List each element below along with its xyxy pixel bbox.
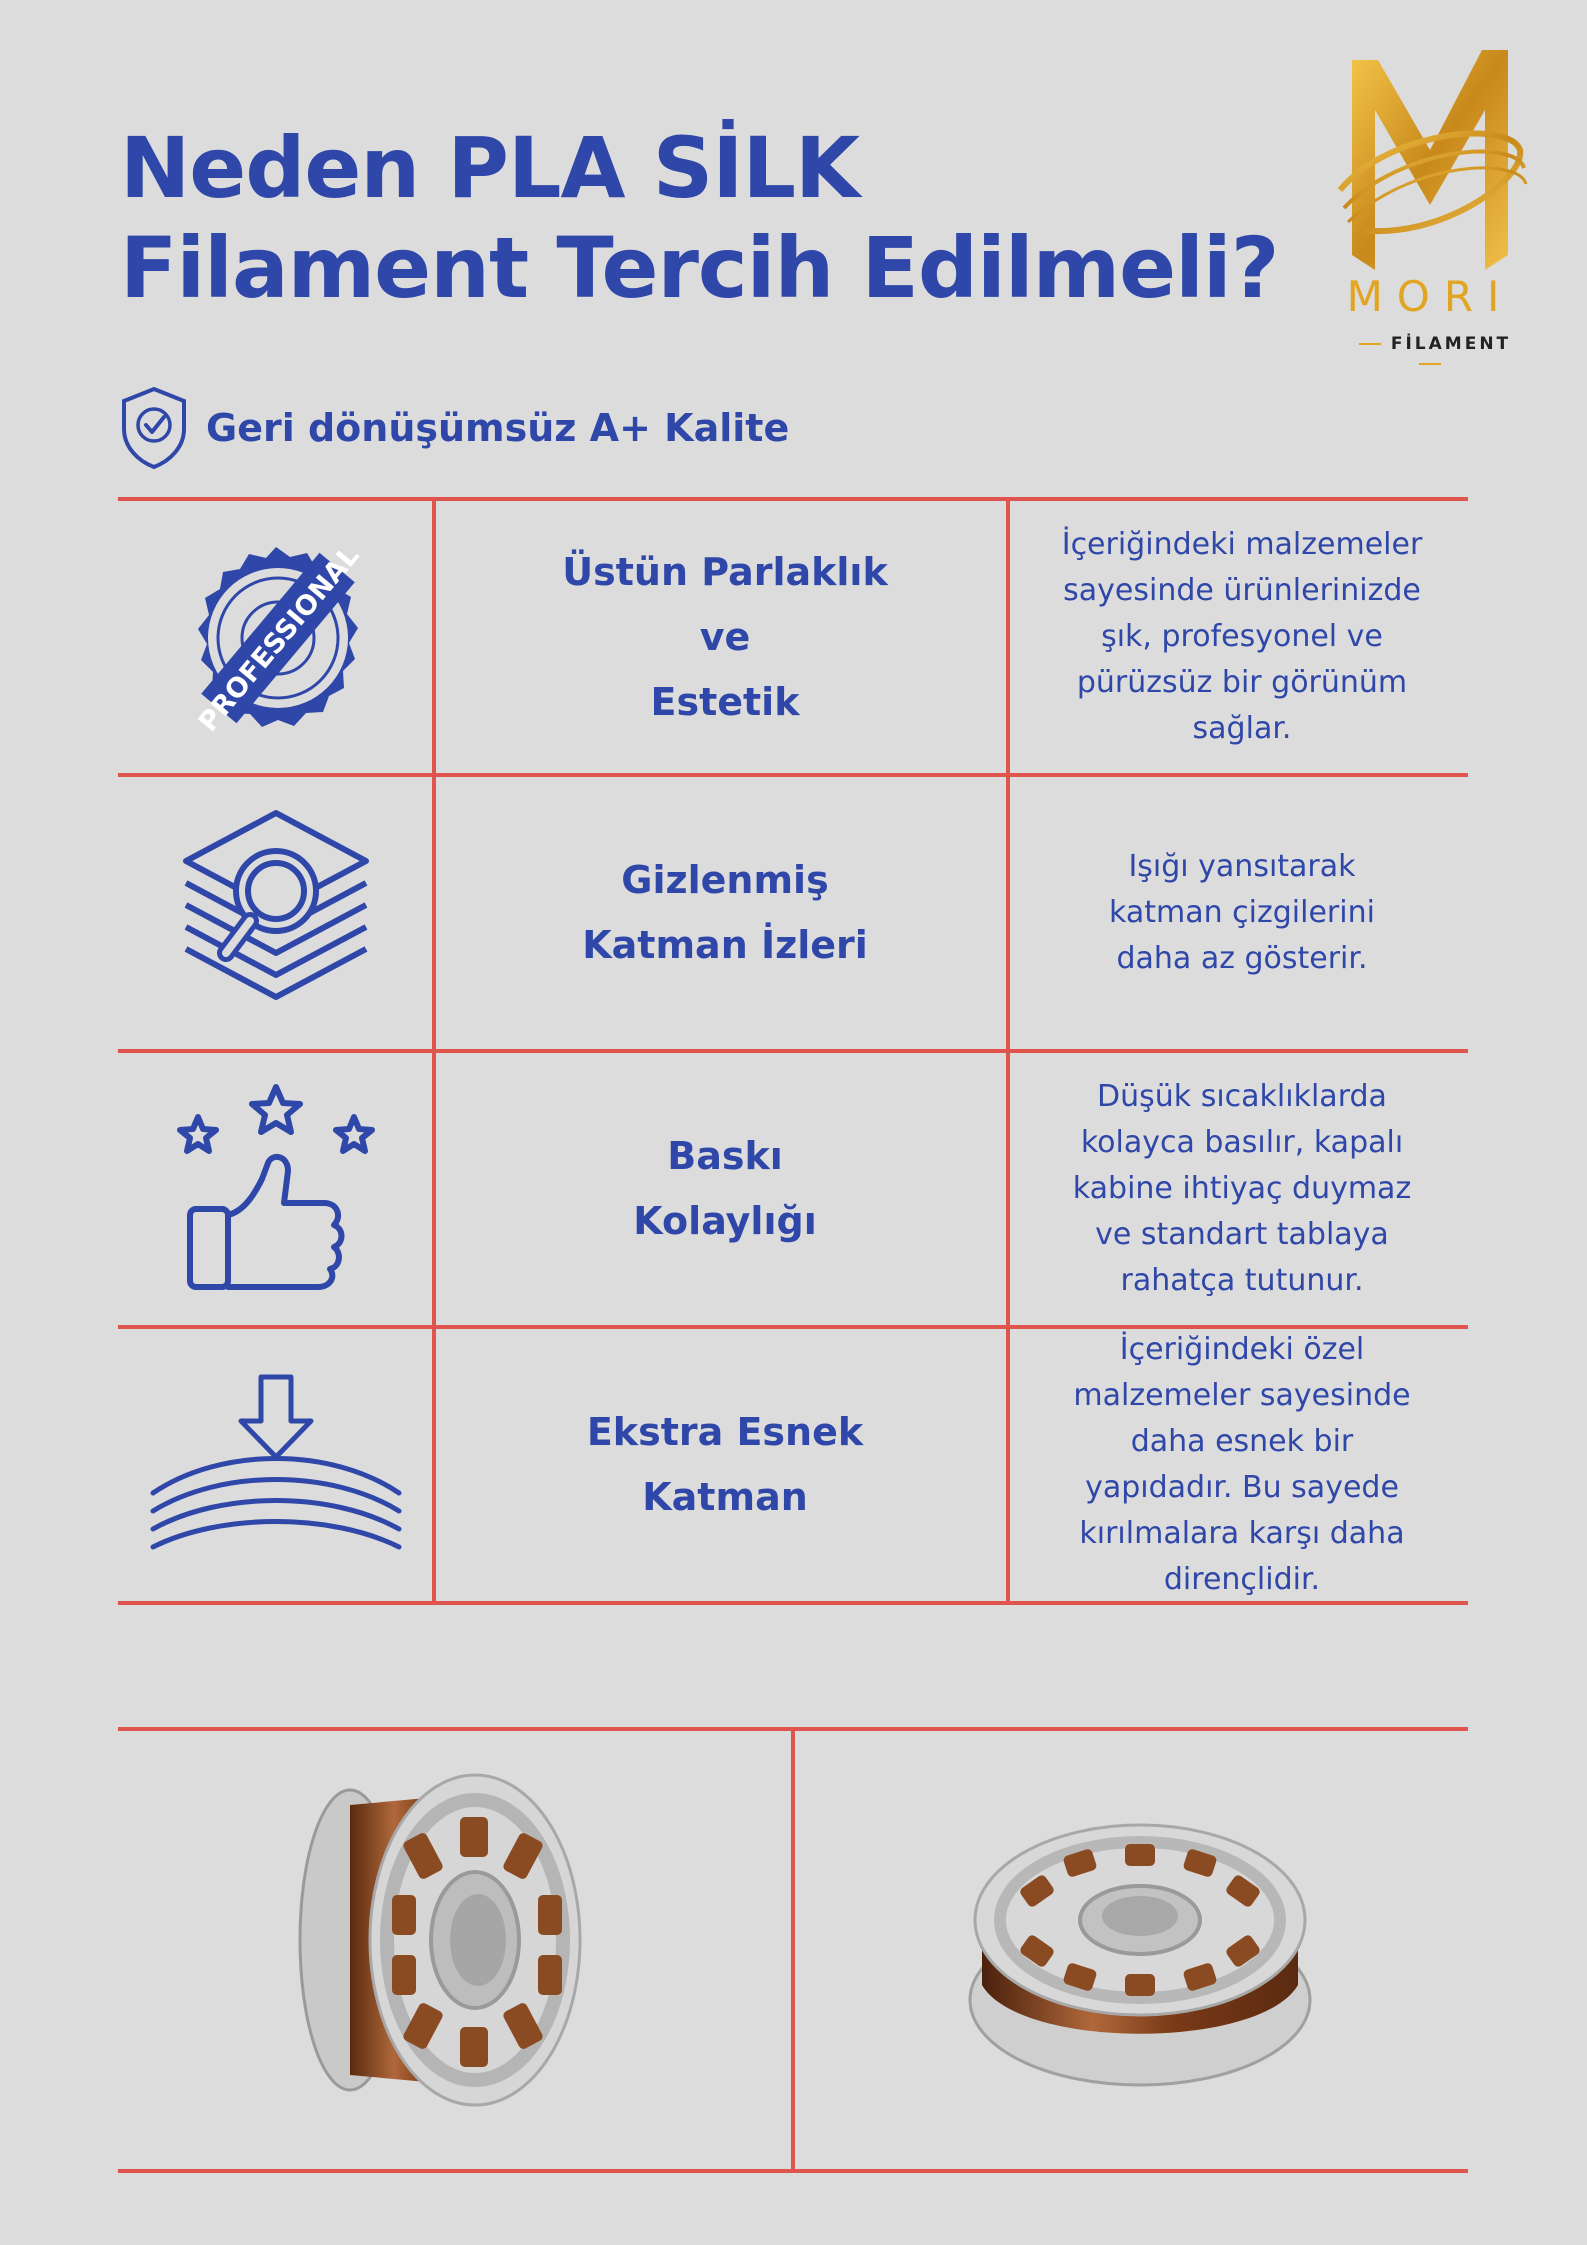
feature-row-1	[118, 501, 1468, 773]
feature-icon-cell	[118, 1329, 434, 1601]
filament-spool-side-image	[280, 1765, 600, 2125]
feature-description: Işığı yansıtarak katman çizgilerini daha az gösterir.	[1109, 849, 1375, 976]
layers-magnifier-icon	[166, 803, 386, 1023]
logo-subtitle-text: FİLAMENT	[1390, 334, 1512, 354]
quality-text: Geri dönüşümsüz A+ Kalite	[206, 406, 790, 450]
logo-subtitle	[1330, 334, 1530, 374]
shield-check-icon	[118, 385, 190, 471]
professional-stamp-icon	[166, 527, 386, 747]
title-line-2: Filament Tercih Edilmeli?	[120, 219, 1279, 317]
feature-icon-cell	[118, 501, 434, 773]
page-title	[120, 118, 1320, 318]
logo-wordmark: MORI	[1346, 272, 1514, 321]
feature-row-3	[118, 1053, 1468, 1325]
flex-arrow-icon	[141, 1365, 411, 1565]
feature-row-2	[118, 777, 1468, 1049]
feature-icon-cell	[118, 777, 434, 1049]
feature-title: Gizlenmiş Katman İzleri	[582, 858, 868, 967]
feature-description: Düşük sıcaklıklarda kolayca basılır, kapalı kabine ihtiyaç duymaz ve standart tablaya rahatça tutunur.	[1072, 1079, 1412, 1298]
feature-title: Ekstra Esnek Katman	[586, 1410, 864, 1519]
filament-spool-top-image	[960, 1800, 1320, 2100]
feature-title: Baskı Kolaylığı	[633, 1134, 817, 1243]
feature-description: İçeriğindeki malzemeler sayesinde ürünlerinizde şık, profesyonel ve pürüzsüz bir görünüm sağlar.	[1061, 527, 1423, 746]
feature-description: İçeriğindeki özel malzemeler sayesinde daha esnek bir yapıdadır. Bu sayede kırılmalara karşı daha dirençlidir.	[1073, 1332, 1411, 1597]
thumbs-up-stars-icon	[166, 1079, 386, 1299]
title-line-1: Neden PLA SİLK	[120, 119, 860, 217]
product-col-divider	[791, 1727, 795, 2173]
feature-title: Üstün Parlaklık ve Estetik	[562, 549, 888, 724]
stamp-text: PROFESSIONAL	[192, 540, 366, 738]
quality-badge	[118, 385, 789, 471]
feature-icon-cell	[118, 1053, 434, 1325]
feature-row-4	[118, 1329, 1468, 1601]
